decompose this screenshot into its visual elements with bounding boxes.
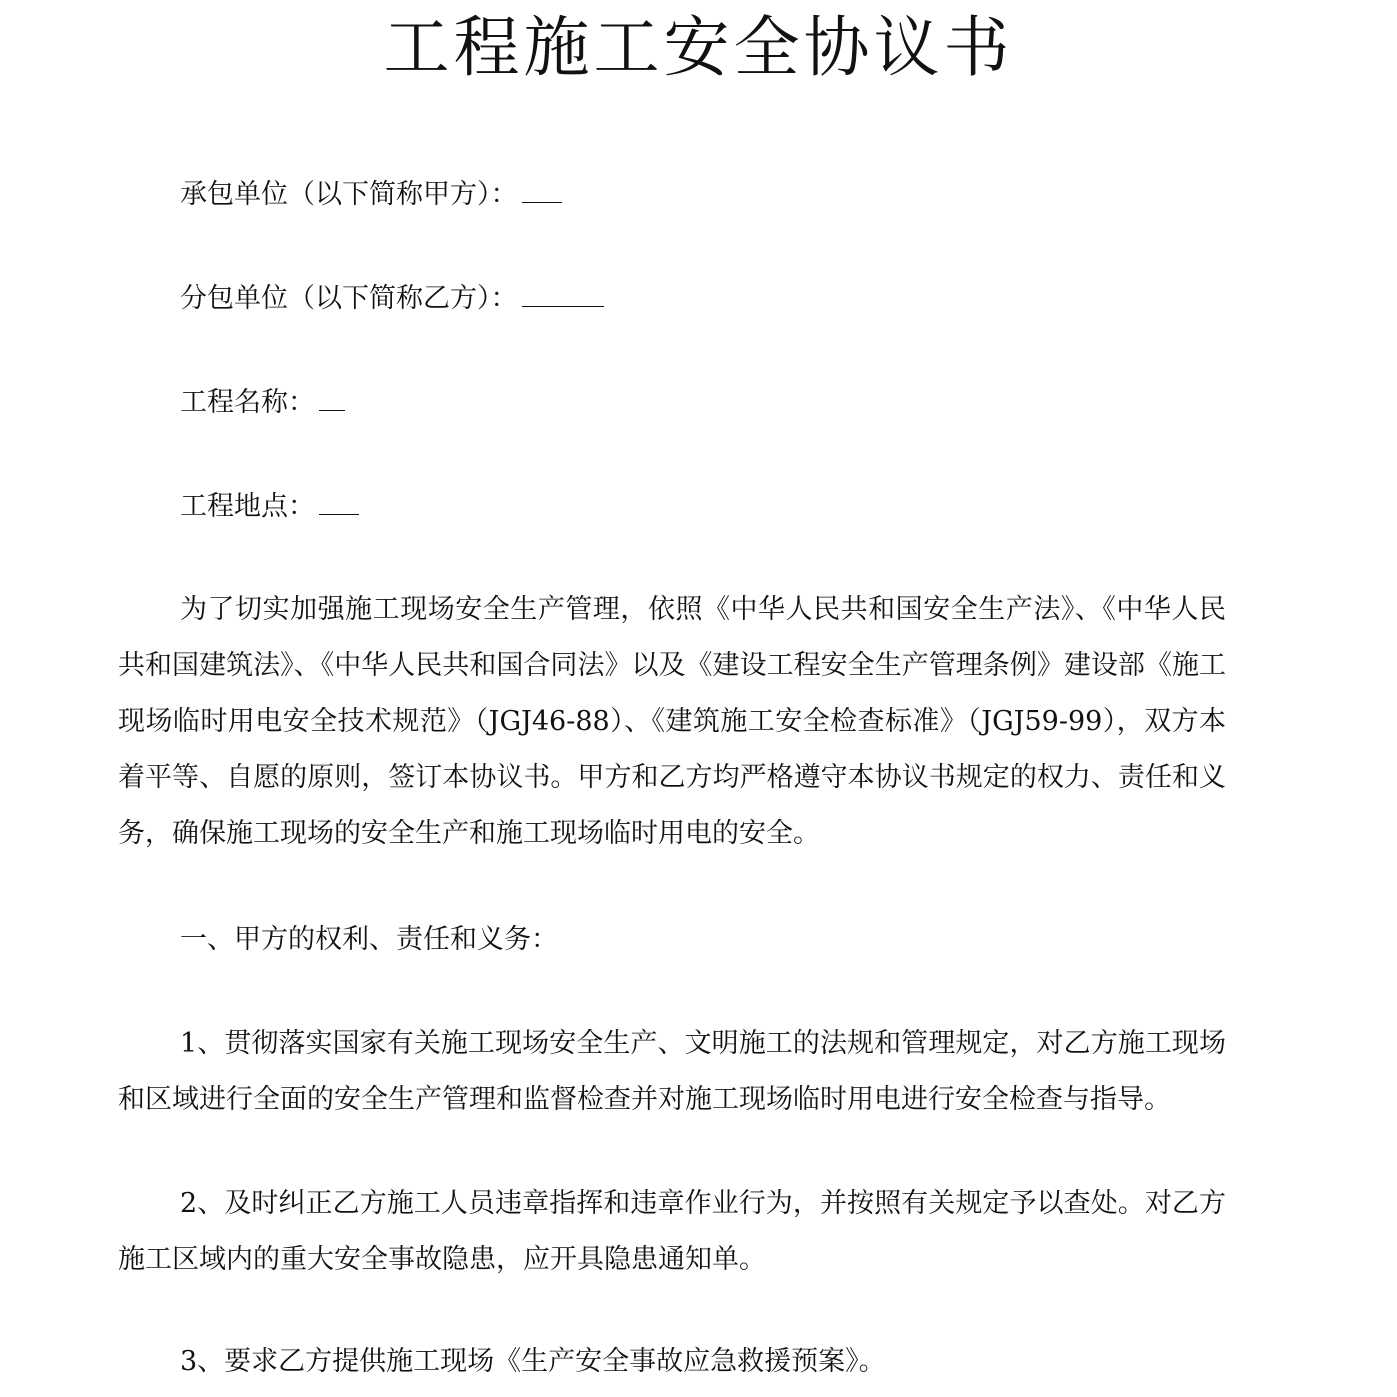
subcontractor-blank[interactable]	[522, 282, 604, 307]
project-name-label: 工程名称：	[180, 387, 315, 418]
clause-3: 3、要求乙方提供施工现场《生产安全事故应急救援预案》。	[180, 1346, 886, 1377]
contractor-label: 承包单位（以下简称甲方）：	[180, 179, 518, 210]
project-name-blank[interactable]	[319, 386, 345, 411]
project-name-field	[180, 386, 345, 420]
project-location-field	[180, 490, 359, 524]
document-title: 工程施工安全协议书	[383, 9, 1014, 86]
section-heading: 一、甲方的权利、责任和义务：	[180, 924, 558, 955]
project-location-blank[interactable]	[319, 490, 359, 515]
subcontractor-field	[180, 282, 604, 316]
contractor-field	[180, 178, 562, 212]
contractor-blank[interactable]	[522, 178, 562, 203]
project-location-label: 工程地点：	[180, 491, 315, 522]
clause-2: 2、及时纠正乙方施工人员违章指挥和违章作业行为，并按照有关规定予以查处。对乙方施工区域内的重大安全事故隐患，应开具隐患通知单。	[118, 1188, 1226, 1275]
clause-1: 1、贯彻落实国家有关施工现场安全生产、文明施工的法规和管理规定，对乙方施工现场和区域进行全面的安全生产管理和监督检查并对施工现场临时用电进行安全检查与指导。	[118, 1028, 1226, 1115]
subcontractor-label: 分包单位（以下简称乙方）：	[180, 283, 518, 314]
intro-paragraph: 为了切实加强施工现场安全生产管理，依照《中华人民共和国安全生产法》、《中华人民共和国建筑法》、《中华人民共和国合同法》以及《建设工程安全生产管理条例》建设部《施工现场临时用电安全技术规范》（JGJ46-88）、《建筑施工安全检查标准》（JGJ59-99），双方本着平等、自愿的原则，签订本协议书。甲方和乙方均严格遵守本协议书规定的权力、责任和义务，确保施工现场的安全生产和施工现场临时用电的安全。	[118, 594, 1226, 849]
